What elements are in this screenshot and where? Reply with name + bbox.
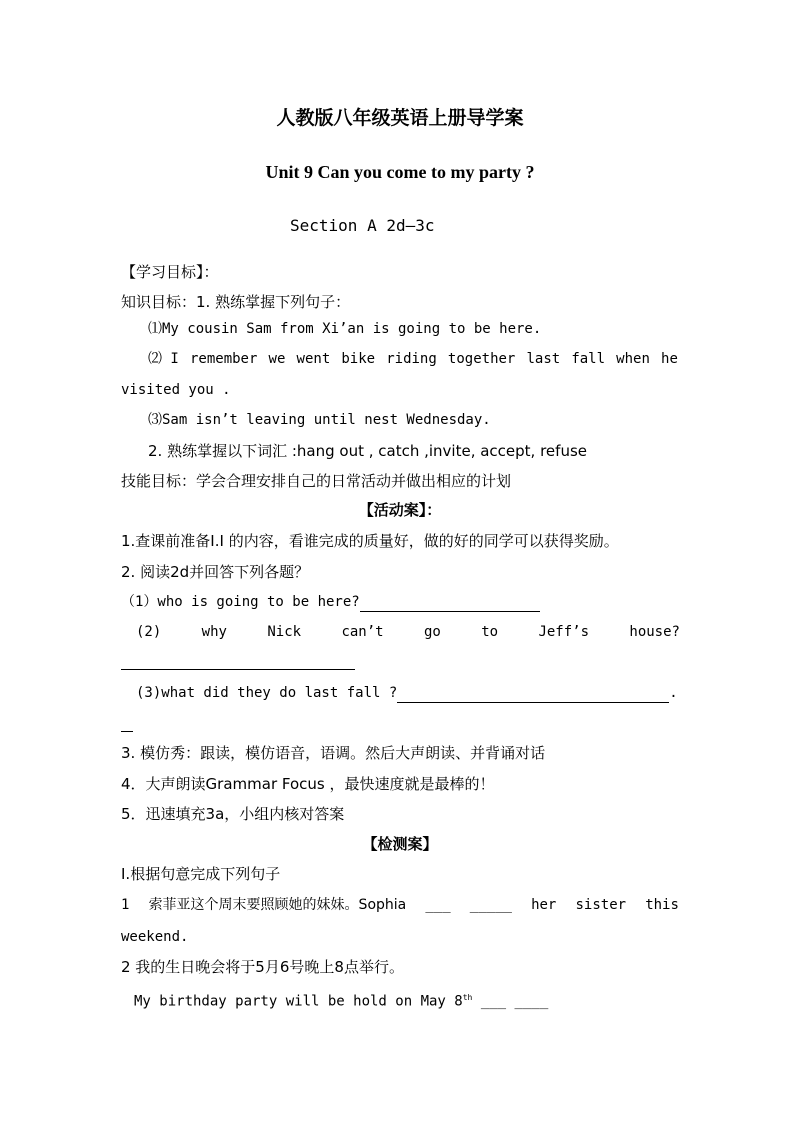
skill-objective: 技能目标：学会合理安排自己的日常活动并做出相应的计划 — [121, 472, 512, 490]
activity-item-3: 3. 模仿秀：跟读，模仿语音，语调。然后大声朗读、并背诵对话 — [121, 744, 546, 762]
word: fall — [571, 351, 606, 367]
answer-blank[interactable] — [360, 595, 540, 612]
exercise-1-continued: weekend. — [121, 929, 189, 945]
word: can’t — [341, 624, 384, 640]
question-1 — [121, 592, 540, 612]
sentence-3: ⑶Sam isn’t leaving until nest Wednesday. — [148, 412, 491, 428]
word: house? — [629, 624, 680, 640]
word: bike — [341, 351, 376, 367]
exercise-2: 2 我的生日晚会将于5月6号晚上8点举行。 — [121, 958, 404, 976]
word: ⑵ I — [148, 351, 179, 367]
word: go — [423, 624, 441, 640]
test-heading: 【检测案】 — [362, 835, 438, 853]
sentence-2-continued: visited you . — [121, 382, 231, 398]
word: to — [481, 624, 499, 640]
word: Nick — [267, 624, 302, 640]
question-1-text: （1）who is going to be here? — [121, 594, 360, 610]
section-title: Section A 2d—3c — [290, 216, 435, 235]
answer-blank[interactable] — [121, 653, 355, 670]
sentence-1: ⑴My cousin Sam from Xi’an is going to be here. — [148, 321, 542, 337]
question-3 — [136, 683, 678, 703]
sentence-2 — [148, 349, 678, 369]
word: 索菲亚这个周末要照顾她的妹妹。Sophia — [148, 897, 407, 913]
exercise-2-text: My birthday party will be hold on May 8 — [134, 993, 463, 1010]
activity-heading: 【活动案】： — [358, 501, 442, 519]
word: remember — [189, 351, 258, 367]
knowledge-objective: 知识目标：1. 熟练掌握下列句子： — [121, 293, 351, 311]
word: went — [296, 351, 331, 367]
answer-blank[interactable]: ___ — [425, 897, 451, 913]
exercise-2-english — [134, 988, 548, 1012]
activity-item-5: 5．迅速填充3a，小组内核对答案 — [121, 805, 345, 823]
unit-title: Unit 9 Can you come to my party ? — [265, 162, 535, 182]
objectives-heading: 【学习目标】： — [121, 263, 219, 281]
word: her — [531, 897, 557, 913]
word: this — [645, 897, 679, 913]
word: sister — [575, 897, 627, 913]
question-3-text: (3)what did they do last fall ? — [136, 685, 398, 701]
activity-item-1: 1.查课前准备I.I 的内容，看谁完成的质量好，做的好的同学可以获得奖励。 — [121, 532, 619, 550]
question-3-answer[interactable] — [121, 712, 133, 732]
page-title: 人教版八年级英语上册导学案 — [276, 107, 524, 129]
word: riding — [386, 351, 437, 367]
word: we — [268, 351, 286, 367]
period: . — [669, 685, 678, 701]
test-part-1: I.根据句意完成下列句子 — [121, 865, 281, 883]
word: together — [447, 351, 516, 367]
answer-blank[interactable] — [121, 715, 133, 732]
question-2-answer[interactable] — [121, 650, 355, 670]
word: Jeff’s — [538, 624, 590, 640]
exercise-1 — [121, 895, 679, 915]
word: when — [616, 351, 650, 367]
ordinal-suffix: th — [462, 993, 473, 1002]
answer-blank[interactable]: _____ — [469, 897, 512, 913]
word: 1 — [121, 897, 130, 913]
answer-blank[interactable] — [397, 686, 669, 703]
word: why — [201, 624, 227, 640]
question-2 — [136, 622, 680, 642]
activity-item-4: 4．大声朗读Grammar Focus ，最快速度就是最棒的！ — [121, 775, 495, 793]
word: (2) — [136, 624, 162, 640]
word: he — [661, 351, 678, 367]
vocab-objective: 2. 熟练掌握以下词汇 :hang out , catch ,invite, accept, refuse — [148, 442, 587, 460]
activity-item-2: 2. 阅读2d并回答下列各题？ — [121, 563, 310, 581]
answer-blank[interactable]: ___ ____ — [480, 993, 549, 1010]
word: last — [526, 351, 561, 367]
